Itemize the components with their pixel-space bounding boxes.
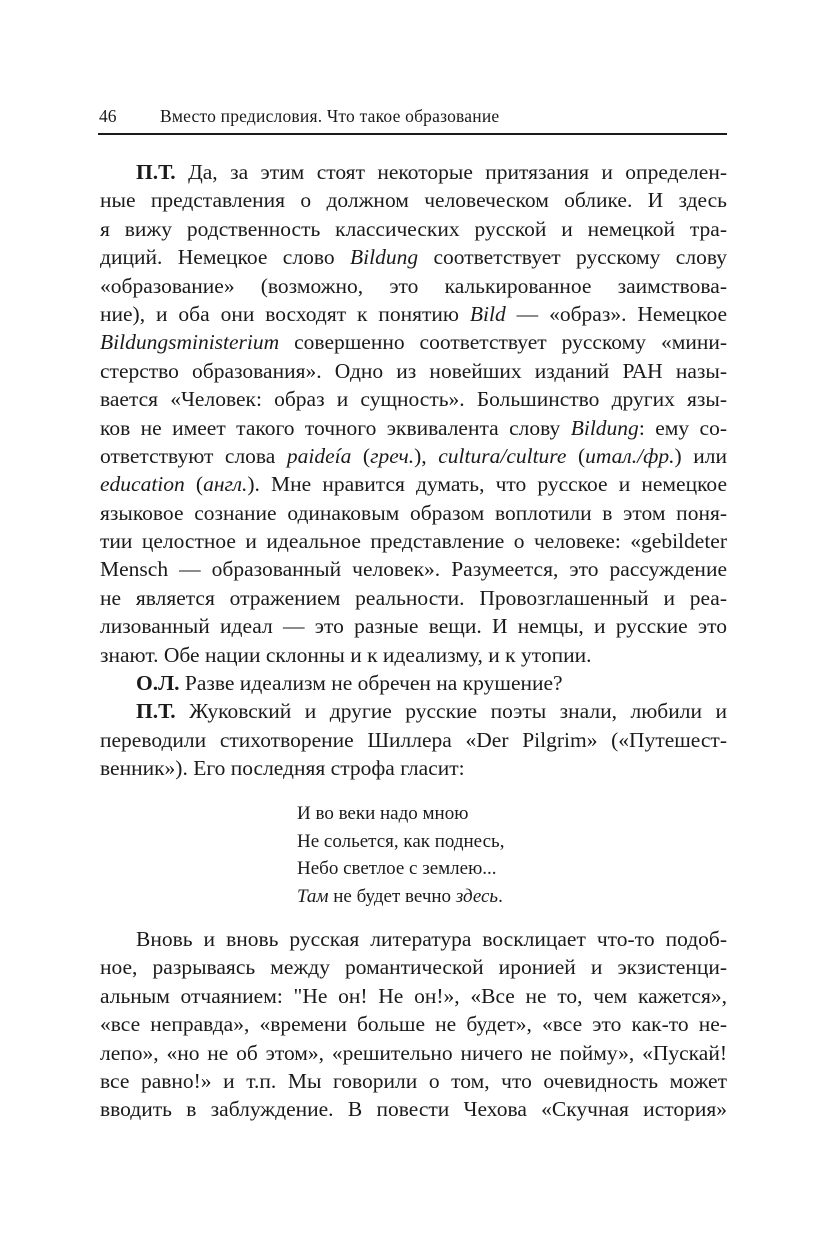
speaker-label: О.Л.: [136, 671, 180, 696]
poem-stanza: [297, 800, 504, 910]
text-line: [100, 215, 727, 243]
text-run: лизованный идеал — это разные вещи. И немцы, и русские это: [100, 614, 727, 639]
italic-text: Bildung: [349, 245, 419, 270]
text-run: (: [351, 443, 371, 468]
text-run: ное, разрываясь между романтической иронией и экзистенци-: [100, 955, 727, 980]
italic-text: здесь: [455, 885, 499, 907]
text-run: Mensch — образованный человек». Разумеется, это рассуждение: [100, 557, 727, 582]
text-run: Жуковский и другие русские поэты знали, любили и: [175, 699, 727, 724]
italic-text: итал./фр.: [585, 443, 675, 468]
text-run: соответствует русскому слову: [418, 245, 727, 270]
paragraph-dialogue: [100, 158, 727, 783]
text-line: [100, 272, 727, 300]
text-line: [100, 385, 727, 413]
running-title: Вместо предисловия. Что такое образование: [160, 106, 500, 126]
text-run: (: [566, 443, 586, 468]
text-line: [100, 1095, 727, 1123]
text-run: знают. Обе нации склонны и к идеализму, и к утопии.: [100, 642, 592, 667]
italic-text: англ.: [203, 472, 248, 497]
text-run: Небо светлое с землею...: [297, 858, 497, 879]
text-line: [100, 982, 727, 1010]
text-run: ков не имеет такого точного эквивалента слову: [100, 415, 571, 440]
italic-text: paideía: [286, 443, 352, 468]
text-run: ответствуют слова: [100, 443, 287, 468]
text-run: тии целостное и идеальное представление о человеке: «gebildeter: [100, 529, 727, 554]
text-run: Не сольется, как поднесь,: [297, 830, 505, 852]
italic-text: греч.: [370, 443, 415, 468]
speaker-label: П.Т.: [136, 160, 176, 184]
text-run: совершенно соответствует русскому «мини-: [279, 330, 727, 355]
text-line: [100, 669, 727, 697]
text-run: : ему со-: [638, 415, 727, 440]
text-run: не будет вечно: [328, 885, 456, 907]
text-line: [100, 1067, 727, 1095]
text-run: альным отчаянием: "Не он! Не он!», «Все не то, чем кажется»,: [100, 983, 727, 1008]
text-line: [100, 641, 727, 669]
text-run: — «образ». Немецкое: [505, 301, 728, 326]
text-run: лепо», «но не об этом», «решительно ничего не пойму», «Пускай!: [100, 1040, 727, 1065]
text-line: [100, 1010, 727, 1038]
italic-text: cultura/culture: [438, 443, 567, 468]
text-line: [100, 414, 727, 442]
text-run: ). Мне нравится думать, что русское и немецкое: [247, 472, 727, 497]
text-run: Вновь и вновь русская литература восклицает что-то подоб-: [136, 927, 727, 951]
text-line: [100, 328, 727, 356]
text-line: [100, 754, 727, 782]
text-run: «все неправда», «времени больше не будет», «все это как-то не-: [100, 1012, 727, 1037]
text-line: [100, 442, 727, 470]
text-run: Разве идеализм не обречен на крушение?: [179, 671, 563, 696]
italic-text: education: [100, 472, 185, 497]
text-line: [100, 158, 727, 186]
text-line: [297, 800, 504, 828]
text-run: стерство образования». Одно из новейших изданий РАН назы-: [100, 358, 727, 383]
text-run: вводить в заблуждение. В повести Чехова «Скучная история»: [100, 1097, 727, 1122]
text-run: языковое сознание одинаковым образом воплотили в этом поня-: [100, 500, 727, 525]
header-rule: [98, 133, 727, 135]
italic-text: Там: [297, 885, 329, 907]
text-line: [100, 470, 727, 498]
text-line: [100, 726, 727, 754]
text-line: [100, 584, 727, 612]
italic-text: Bildungsministerium: [100, 330, 280, 355]
text-run: все равно!» и т.п. Мы говорили о том, что очевидность может: [100, 1068, 727, 1093]
italic-text: Bildung: [570, 415, 639, 440]
text-run: (: [184, 472, 204, 497]
text-line: [100, 243, 727, 271]
text-line: [100, 527, 727, 555]
text-run: ),: [414, 443, 439, 468]
text-line: [100, 925, 727, 953]
text-run: я вижу родственность классических русской и немецкой тра-: [100, 216, 727, 241]
text-run: переводили стихотворение Шиллера «Der Pilgrim» («Путешест-: [100, 727, 727, 752]
italic-text: Bild: [469, 301, 506, 326]
text-line: [100, 357, 727, 385]
text-line: [100, 697, 727, 725]
text-line: [297, 883, 504, 911]
text-line: [100, 953, 727, 981]
text-line: [100, 555, 727, 583]
paragraph-literature: [100, 925, 727, 1124]
text-line: [100, 300, 727, 328]
text-run: ные представления о должном человеческом облике. И здесь: [100, 188, 727, 213]
text-run: венник»). Его последняя строфа гласит:: [100, 756, 465, 781]
text-run: ) или: [674, 443, 727, 468]
text-run: ние), и оба они восходят к понятию: [100, 301, 470, 326]
text-run: диций. Немецкое слово: [100, 245, 350, 270]
speaker-label: П.Т.: [136, 699, 176, 724]
text-run: не является отражением реальности. Провозглашенный и реа-: [100, 585, 727, 610]
text-line: [297, 855, 504, 883]
text-line: [100, 186, 727, 214]
text-line: [100, 1039, 727, 1067]
text-run: И во веки надо мною: [297, 803, 469, 824]
page-number: 46: [99, 106, 117, 126]
text-line: [297, 828, 504, 856]
text-run: «образование» (возможно, это калькированное заимствова-: [100, 273, 727, 298]
text-run: вается «Человек: образ и сущность». Большинство других язы-: [100, 387, 727, 412]
text-run: .: [498, 885, 503, 907]
text-line: [100, 499, 727, 527]
text-line: [100, 612, 727, 640]
text-run: Да, за этим стоят некоторые притязания и определен-: [175, 160, 727, 184]
